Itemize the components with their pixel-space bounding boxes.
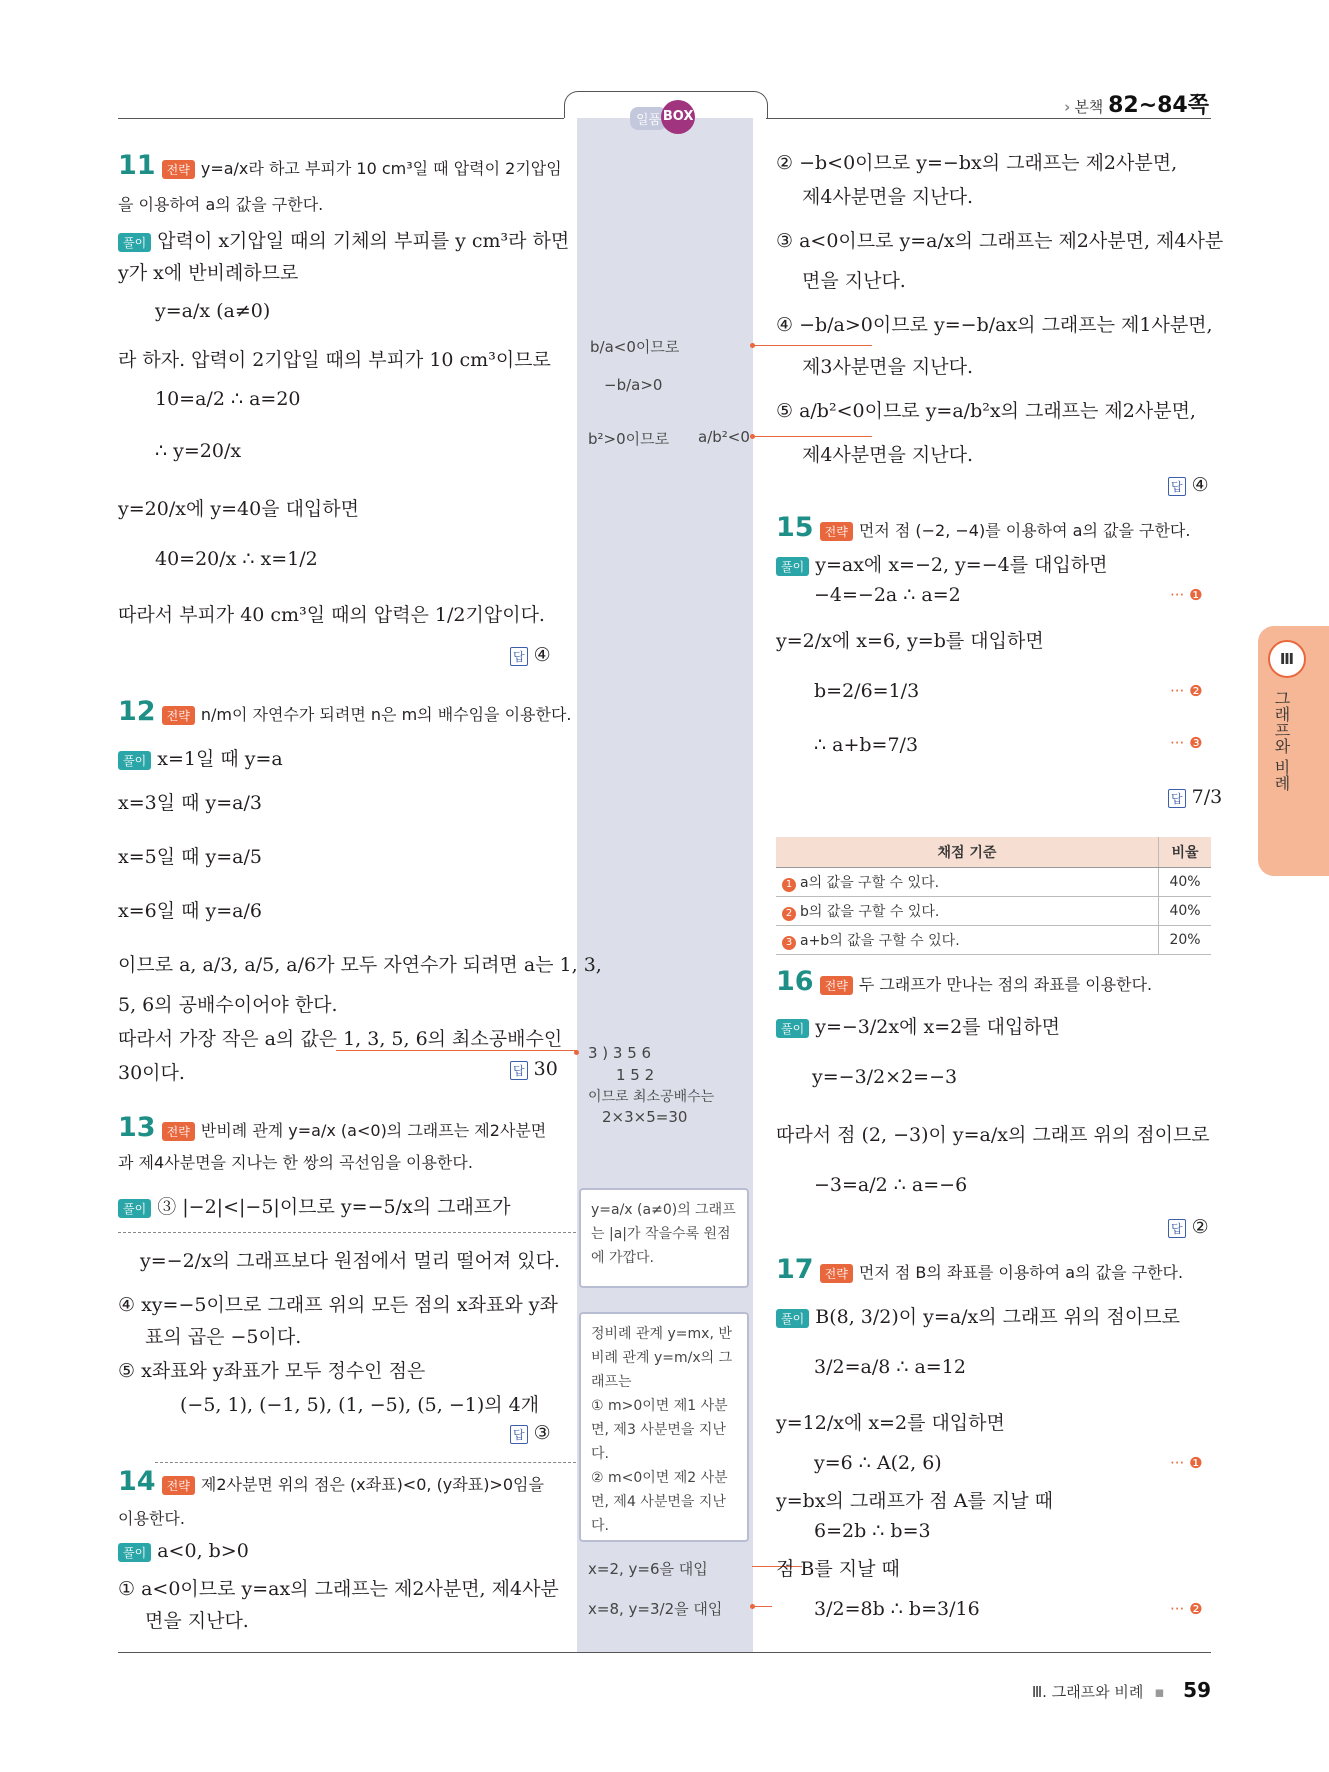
connector-dot: [750, 343, 755, 348]
step-marker: ··· ❸: [1170, 734, 1203, 752]
text-line: (−5, 1), (−1, 5), (1, −5), (5, −1)의 4개: [180, 1394, 540, 1416]
strategy-text: 먼저 점 (−2, −4)를 이용하여 a의 값을 구한다.: [858, 521, 1191, 540]
text-line: ④ −b/a>0이므로 y=−b/ax의 그래프는 제1사분면,: [776, 314, 1213, 336]
text-line: y=bx의 그래프가 점 A를 지날 때: [776, 1490, 1053, 1512]
text-line: ① a<0이므로 y=ax의 그래프는 제2사분면, 제4사분: [118, 1578, 559, 1600]
box-title: [630, 104, 695, 138]
text-line: ② −b<0이므로 y=−bx의 그래프는 제2사분면,: [776, 152, 1178, 174]
footer-separator-icon: ▪: [1154, 1683, 1165, 1701]
problem-number: 11: [118, 150, 156, 181]
grading-ratio: 20%: [1159, 926, 1212, 955]
text-line: 면을 지난다.: [802, 270, 906, 292]
text-line: ⑤ x좌표와 y좌표가 모두 정수인 점은: [118, 1360, 426, 1382]
text-line: 따라서 가장 작은 a의 값은 1, 3, 5, 6의 최소공배수인: [118, 1028, 563, 1050]
equation: b=2/6=1/3: [814, 680, 920, 702]
step-marker: ··· ❷: [1170, 682, 1203, 700]
solution-tag: 풀이: [776, 1309, 809, 1328]
answer-tag: 답: [1168, 1219, 1186, 1238]
equation: −3=a/2 ∴ a=−6: [814, 1174, 968, 1196]
division-note: 1 5 2: [616, 1066, 655, 1084]
equation: 3/2=8b ∴ b=3/16: [814, 1598, 980, 1620]
strategy-tag: 전략: [162, 706, 195, 725]
text-line: y가 x에 반비례하므로: [118, 262, 299, 284]
step-number: 3: [782, 936, 796, 950]
text: a<0, b>0: [157, 1540, 249, 1562]
note-line: 비례 관계 y=m/x의 그: [591, 1350, 733, 1366]
divider: [118, 1232, 576, 1233]
answer-tag: 답: [510, 647, 528, 666]
page-number: 59: [1183, 1678, 1211, 1702]
text-line: 따라서 점 (2, −3)이 y=a/x의 그래프 위의 점이므로: [776, 1124, 1210, 1146]
step-marker: ··· ❶: [1170, 586, 1203, 604]
answer-value: ③: [533, 1422, 551, 1444]
text-line: ⑤ a/b²<0이므로 y=a/b²x의 그래프는 제2사분면,: [776, 400, 1196, 422]
note-box: [579, 1312, 749, 1542]
text-line: 표의 곱은 −5이다.: [145, 1326, 302, 1348]
text-line: 면을 지난다.: [145, 1610, 249, 1632]
side-note: −b/a>0: [604, 376, 663, 394]
equation: x=5일 때 y=a/5: [118, 846, 262, 868]
step-marker: ··· ❶: [1170, 1454, 1203, 1472]
solution-line: [118, 1540, 249, 1562]
text-line: 제4사분면을 지난다.: [802, 186, 973, 208]
chapter-numeral: Ⅲ: [1268, 640, 1306, 678]
strategy-tag: 전략: [162, 1122, 195, 1141]
answer-tag: 답: [510, 1061, 528, 1080]
solution-tag: 풀이: [776, 557, 809, 576]
text: y=ax에 x=−2, y=−4를 대입하면: [815, 554, 1108, 576]
problem-number: 17: [776, 1254, 814, 1285]
strategy-text: n/m이 자연수가 되려면 n은 m의 배수임을 이용한다.: [200, 705, 572, 724]
note-box: y=a/x (a≠0)의 그래프는 |a|가 작을수록 원점에 가깝다.: [579, 1188, 749, 1288]
equation: y=a/x (a≠0): [155, 300, 271, 322]
division-note: 3 ) 3 5 6: [588, 1044, 652, 1062]
equation: ∴ y=20/x: [155, 440, 242, 462]
side-note: x=2, y=6을 대입: [588, 1560, 708, 1578]
solution-line: [776, 1012, 1060, 1039]
side-note: 2×3×5=30: [602, 1108, 688, 1126]
step-number: 1: [782, 878, 796, 892]
solution-tag: 풀이: [118, 1199, 151, 1218]
criteria-text: b의 값을 구할 수 있다.: [800, 904, 940, 920]
strategy-text: 제2사분면 위의 점은 (x좌표)<0, (y좌표)>0임을: [200, 1475, 544, 1494]
solution-tag: 풀이: [118, 1543, 151, 1562]
equation: 40=20/x ∴ x=1/2: [155, 548, 318, 570]
note-line: ① m>0이면 제1 사분면, 제3 사분면을 지난다.: [591, 1398, 728, 1462]
text-line: ③ a<0이므로 y=a/x의 그래프는 제2사분면, 제4사분: [776, 230, 1224, 252]
equation: ∴ a+b=7/3: [814, 734, 919, 756]
problem-17-head: [776, 1254, 1183, 1285]
step-marker: ··· ❷: [1170, 1600, 1203, 1618]
solution-line: [118, 1192, 511, 1219]
strategy-tag: 전략: [162, 1476, 195, 1495]
side-note: x=8, y=3/2을 대입: [588, 1600, 723, 1618]
answer: [510, 644, 551, 666]
text-line: 점 B를 지날 때: [776, 1558, 900, 1580]
answer-tag: 답: [1168, 477, 1186, 496]
text-line: y=−2/x의 그래프보다 원점에서 멀리 떨어져 있다.: [140, 1250, 561, 1272]
solution-tag: 풀이: [118, 233, 151, 252]
connector-dot: [750, 434, 755, 439]
text: B(8, 3/2)이 y=a/x의 그래프 위의 점이므로: [815, 1306, 1180, 1328]
note-line: 래프는: [591, 1374, 632, 1390]
problem-number: 14: [118, 1466, 156, 1497]
text-line: 이므로 a, a/3, a/5, a/6가 모두 자연수가 되려면 a는 1, 3,: [118, 954, 602, 976]
text-line: y=20/x에 y=40을 대입하면: [118, 498, 359, 520]
solution-tag: 풀이: [118, 751, 151, 770]
answer-value: ④: [1191, 474, 1209, 496]
solution-line: [776, 1302, 1180, 1329]
text-line: 제3사분면을 지난다.: [802, 356, 973, 378]
page-range: 82~84쪽: [1108, 93, 1209, 118]
connector-dot: [574, 1050, 579, 1055]
chapter-tab-label: 그래프와 비례: [1272, 690, 1291, 792]
grading-criteria: [776, 926, 1159, 955]
step-number: 2: [782, 907, 796, 921]
equation: y=12/x에 x=2를 대입하면: [776, 1412, 1005, 1434]
header-rule-left: [118, 118, 564, 119]
problem-number: 15: [776, 512, 814, 543]
strategy-tag: 전략: [820, 1264, 853, 1283]
answer: [1168, 1216, 1209, 1238]
grading-header: [776, 837, 1211, 868]
side-note: b²>0이므로: [588, 430, 670, 448]
answer: [1168, 474, 1209, 496]
box-label: 일품: [630, 107, 667, 130]
grading-criteria: [776, 868, 1159, 897]
criteria-text: a의 값을 구할 수 있다.: [800, 875, 940, 891]
equation: x=6일 때 y=a/6: [118, 900, 262, 922]
strategy-text: y=a/x라 하고 부피가 10 cm³일 때 압력이 2기압임: [200, 159, 562, 178]
solution-line: [118, 226, 569, 253]
page-reference: [1064, 88, 1209, 119]
problem-number: 16: [776, 966, 814, 997]
table-row: [776, 868, 1211, 897]
answer: [1168, 786, 1222, 808]
text: x=1일 때 y=a: [157, 748, 283, 770]
connector: [752, 436, 872, 437]
book-label: 본책: [1074, 98, 1104, 116]
answer-tag: 답: [1168, 789, 1186, 808]
equation: 10=a/2 ∴ a=20: [155, 388, 301, 410]
grading-table: [776, 837, 1211, 955]
problem-12-head: [118, 696, 572, 727]
strategy-text-cont: 과 제4사분면을 지나는 한 쌍의 곡선임을 이용한다.: [118, 1153, 473, 1172]
problem-15-head: [776, 512, 1190, 543]
answer-value: ②: [1191, 1216, 1209, 1238]
connector: [336, 1050, 576, 1051]
text-line: 30이다.: [118, 1062, 185, 1084]
connector: [752, 1606, 772, 1607]
strategy-tag: 전략: [820, 522, 853, 541]
equation: x=3일 때 y=a/3: [118, 792, 262, 814]
answer-value: 7/3: [1191, 786, 1223, 808]
strategy-text-cont: 을 이용하여 a의 값을 구한다.: [118, 195, 324, 214]
divider: [155, 1462, 576, 1463]
box-badge: BOX: [661, 100, 695, 134]
footer-chapter: Ⅲ. 그래프와 비례: [1031, 1683, 1144, 1701]
strategy-text-cont: 이용한다.: [118, 1509, 185, 1528]
connector-dot: [750, 1604, 755, 1609]
grading-header-ratio: 비율: [1159, 837, 1212, 868]
text-line: 5, 6의 공배수이어야 한다.: [118, 994, 338, 1016]
text: 압력이 x기압일 때의 기체의 부피를 y cm³라 하면: [157, 230, 570, 252]
footer-rule: [118, 1652, 1211, 1653]
strategy-tag: 전략: [162, 160, 195, 179]
table-row: [776, 926, 1211, 955]
answer: [510, 1422, 551, 1444]
table-row: [776, 897, 1211, 926]
note-line: ② m<0이면 제2 사분면, 제4 사분면을 지난다.: [591, 1470, 728, 1534]
text: y=−3/2x에 x=2를 대입하면: [815, 1016, 1061, 1038]
problem-16-head: [776, 966, 1152, 997]
equation: 3/2=a/8 ∴ a=12: [814, 1356, 966, 1378]
problem-14-head: [118, 1466, 544, 1497]
answer: [510, 1058, 558, 1080]
footer: [1032, 1678, 1211, 1702]
text-line: 라 하자. 압력이 2기압일 때의 부피가 10 cm³이므로: [118, 349, 551, 371]
answer-value: ④: [533, 644, 551, 666]
equation: y=6 ∴ A(2, 6): [814, 1452, 942, 1474]
strategy-text: 반비례 관계 y=a/x (a<0)의 그래프는 제2사분면: [200, 1121, 547, 1140]
note-line: 정비례 관계 y=mx, 반: [591, 1326, 732, 1342]
strategy-tag: 전략: [820, 976, 853, 995]
answer-tag: 답: [510, 1425, 528, 1444]
criteria-text: a+b의 값을 구할 수 있다.: [800, 933, 960, 949]
solution-line: [118, 744, 283, 771]
solution-line: [776, 550, 1108, 577]
problem-number: 13: [118, 1112, 156, 1143]
grading-criteria: [776, 897, 1159, 926]
equation: y=−3/2×2=−3: [812, 1066, 958, 1088]
solution-tag: 풀이: [776, 1019, 809, 1038]
side-note: b/a<0이므로: [590, 338, 680, 356]
equation: y=2/x에 x=6, y=b를 대입하면: [776, 630, 1044, 652]
equation: −4=−2a ∴ a=2: [814, 584, 961, 606]
side-note: a/b²<0: [698, 428, 750, 446]
text-line: ④ xy=−5이므로 그래프 위의 모든 점의 x좌표와 y좌: [118, 1294, 558, 1316]
text-line: 제4사분면을 지난다.: [802, 444, 973, 466]
connector: [752, 345, 872, 346]
chevron-right-icon: ›: [1064, 98, 1071, 116]
text-line: 따라서 부피가 40 cm³일 때의 압력은 1/2기압이다.: [118, 604, 545, 626]
problem-11-head: [118, 150, 562, 181]
side-note: 이므로 최소공배수는: [588, 1089, 715, 1105]
grading-ratio: 40%: [1159, 868, 1212, 897]
problem-13-head: [118, 1112, 546, 1143]
problem-number: 12: [118, 696, 156, 727]
strategy-text: 두 그래프가 만나는 점의 좌표를 이용한다.: [858, 975, 1153, 994]
text: ③ |−2|<|−5|이므로 y=−5/x의 그래프가: [157, 1196, 511, 1218]
grading-header-criteria: 채점 기준: [776, 837, 1159, 868]
grading-ratio: 40%: [1159, 897, 1212, 926]
equation: 6=2b ∴ b=3: [814, 1520, 931, 1542]
answer-value: 30: [533, 1058, 558, 1080]
strategy-text: 먼저 점 B의 좌표를 이용하여 a의 값을 구한다.: [858, 1263, 1184, 1282]
